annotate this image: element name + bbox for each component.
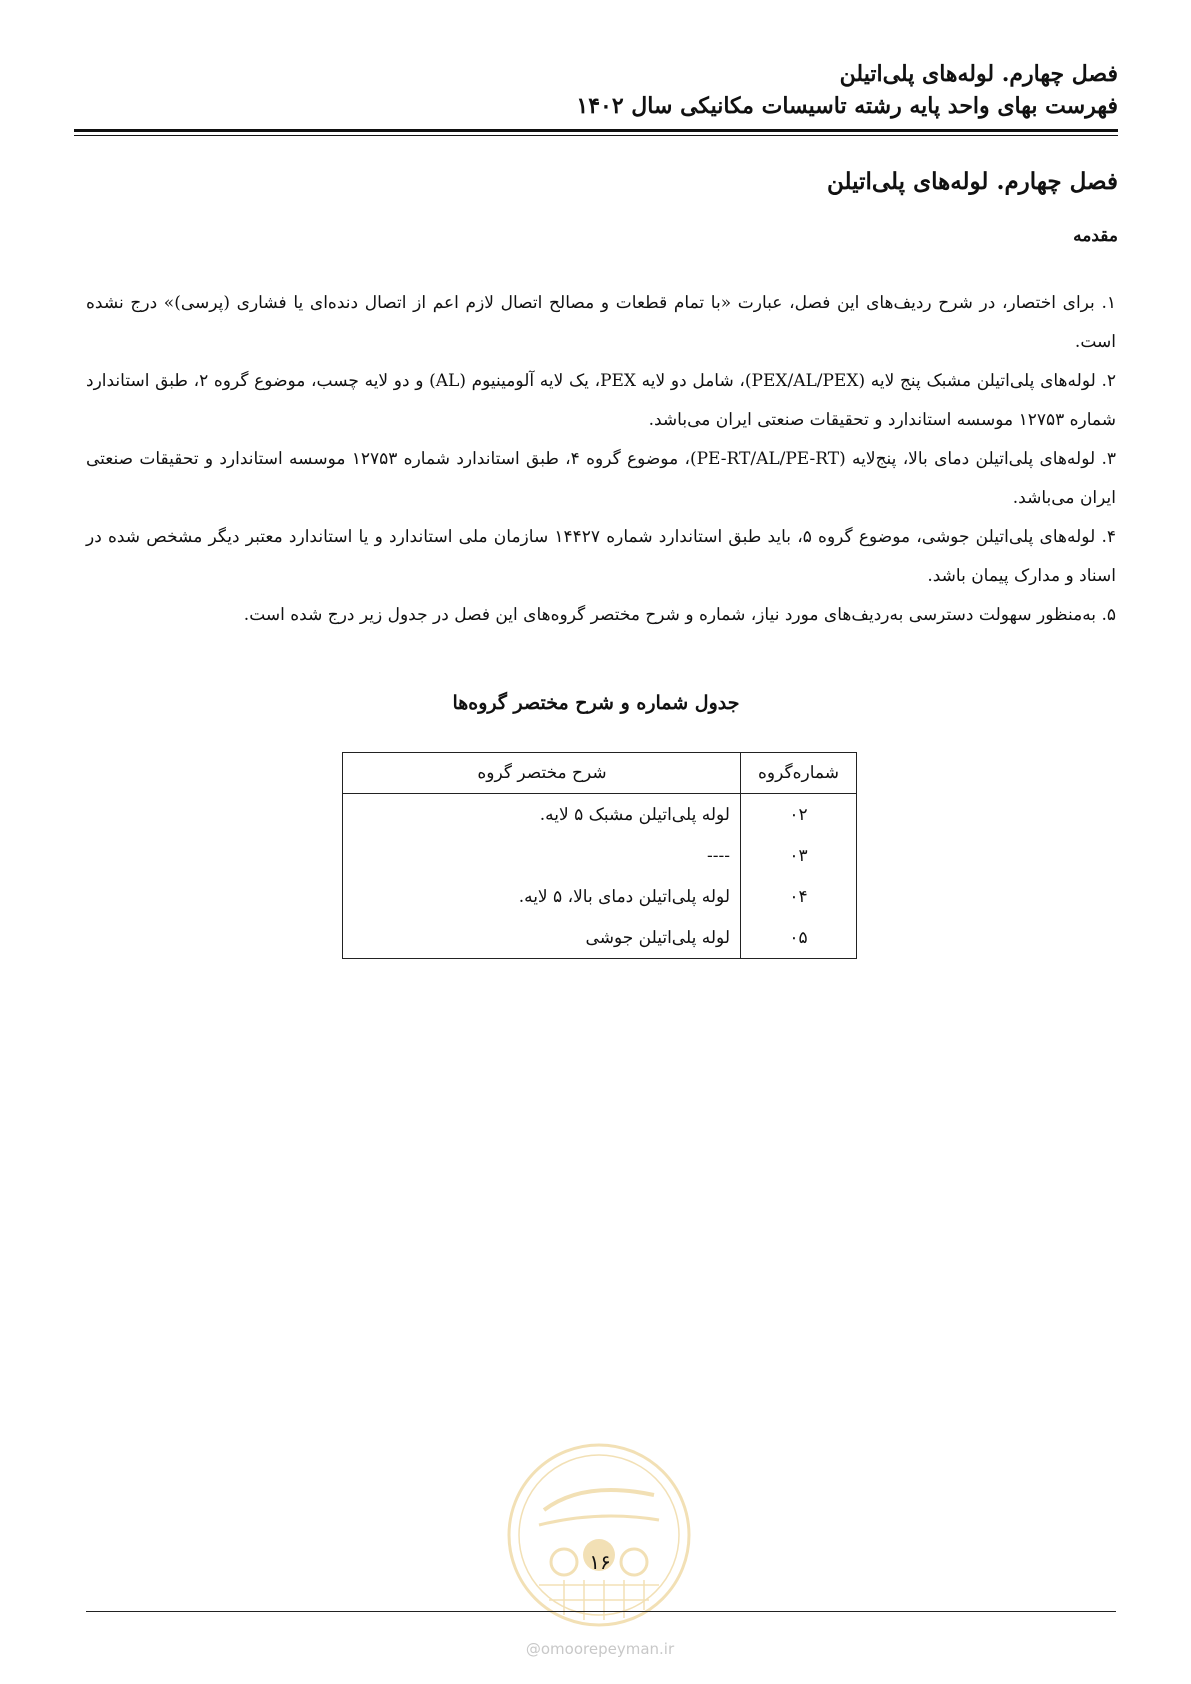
group-number: ۰۴ bbox=[741, 876, 857, 917]
paragraph-2: ۲. لوله‌های پلی‌اتیلن مشبک پنج لایه (PEX/AL/PEX)، شامل دو لایه PEX، یک لایه آلومینیوم (AL) و دو لایه چسب، موضوع گروه ۲، طبق استاندارد شماره ۱۲۷۵۳ موسسه استاندارد و تحقیقات صنعتی ایران می‌باشد. bbox=[86, 371, 1116, 430]
table-row bbox=[343, 794, 857, 836]
table-row bbox=[343, 835, 857, 876]
page-number: ۱۶ bbox=[589, 1550, 611, 1574]
chapter-title: فصل چهارم. لوله‌های پلی‌اتیلن bbox=[827, 168, 1118, 195]
table-row bbox=[343, 917, 857, 959]
group-description: لوله پلی‌اتیلن جوشی bbox=[343, 917, 741, 959]
group-number: ۰۲ bbox=[741, 794, 857, 836]
groups-table bbox=[342, 752, 857, 959]
table-header-row bbox=[343, 753, 857, 794]
intro-heading: مقدمه bbox=[1073, 226, 1118, 246]
paragraph-4: ۴. لوله‌های پلی‌اتیلن جوشی، موضوع گروه ۵، باید طبق استاندارد شماره ۱۴۴۲۷ سازمان ملی استاندارد و یا استاندارد معتبر دیگر مشخص شده در اسناد و مدارک پیمان باشد. bbox=[86, 527, 1116, 586]
table-row bbox=[343, 876, 857, 917]
paragraph-1: ۱. برای اختصار، در شرح ردیف‌های این فصل، عبارت «با تمام قطعات و مصالح اتصال لازم اعم از اتصال دنده‌ای یا فشاری (پرسی)» درج نشده است. bbox=[86, 293, 1116, 352]
header-group-number: شماره‌گروه bbox=[741, 753, 857, 794]
header-rule-thick bbox=[74, 129, 1118, 132]
paragraph-3: ۳. لوله‌های پلی‌اتیلن دمای بالا، پنج‌لایه (PE-RT/AL/PE-RT)، موضوع گروه ۴، طبق استاندارد شماره ۱۲۷۵۳ موسسه استاندارد و تحقیقات صنعتی ایران می‌باشد. bbox=[86, 449, 1116, 508]
group-description: ---- bbox=[343, 835, 741, 876]
paragraph-5: ۵. به‌منظور سهولت دسترسی به‌ردیف‌های مورد نیاز، شماره و شرح مختصر گروه‌های این فصل در جدول زیر درج شده است. bbox=[243, 605, 1116, 625]
header-document-title: فهرست بهای واحد پایه رشته تاسیسات مکانیکی سال ۱۴۰۲ bbox=[576, 93, 1118, 119]
group-description: لوله پلی‌اتیلن مشبک ۵ لایه. bbox=[343, 794, 741, 836]
header-chapter-title: فصل چهارم. لوله‌های پلی‌اتیلن bbox=[839, 61, 1118, 87]
table-title: جدول شماره و شرح مختصر گروه‌ها bbox=[452, 692, 740, 714]
watermark-logo-icon bbox=[504, 1440, 694, 1630]
footer-rule bbox=[86, 1611, 1116, 1612]
group-number: ۰۵ bbox=[741, 917, 857, 959]
intro-paragraphs bbox=[86, 284, 1116, 635]
header-rule-thin bbox=[74, 135, 1118, 136]
page-header bbox=[74, 58, 1118, 122]
group-description: لوله پلی‌اتیلن دمای بالا، ۵ لایه. bbox=[343, 876, 741, 917]
header-group-description: شرح مختصر گروه bbox=[343, 753, 741, 794]
group-number: ۰۳ bbox=[741, 835, 857, 876]
site-watermark-url: @omoorepeyman.ir bbox=[525, 1640, 675, 1658]
